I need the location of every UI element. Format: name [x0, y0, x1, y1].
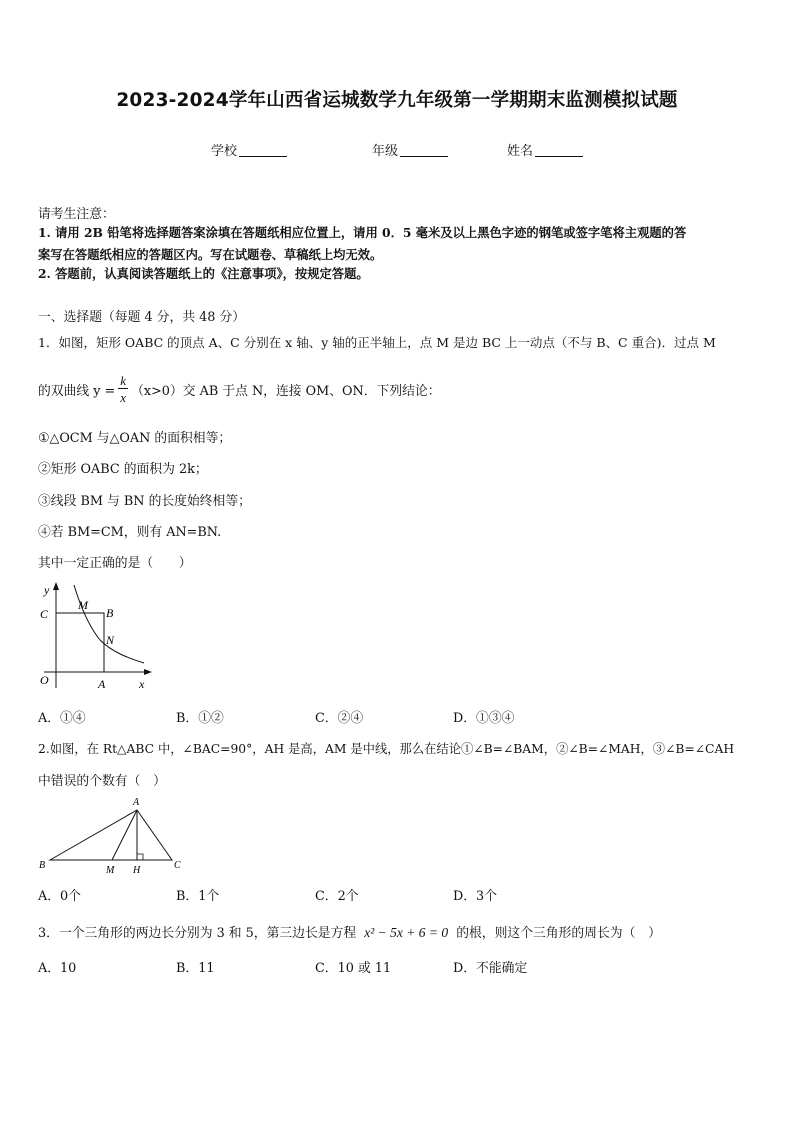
fig1-label-b: B — [106, 606, 114, 620]
q2-option-d[interactable]: D．3个 — [453, 889, 497, 904]
q1-stem-b: （x>0）交 AB 于点 N，连接 OM、ON．下列结论： — [131, 383, 441, 399]
q3-option-a[interactable]: A．10 — [38, 961, 77, 976]
rectangle-oabc — [56, 613, 104, 672]
x-axis-arrow — [144, 669, 152, 675]
q2-stem-line-2: 中错误的个数有（ ） — [38, 774, 166, 789]
q1-question: 其中一定正确的是（ ） — [38, 556, 192, 571]
fig2-label-b: B — [39, 860, 46, 871]
fig1-label-n: N — [106, 633, 115, 647]
q1-option-b[interactable]: B．①② — [176, 711, 224, 726]
notice-heading: 请考生注意： — [38, 207, 115, 222]
grade-blank — [400, 144, 448, 157]
q2-option-c[interactable]: C．2个 — [315, 889, 359, 904]
y-axis-arrow — [53, 582, 59, 590]
name-field — [507, 140, 583, 159]
section-heading: 一、选择题（每题 4 分，共 48 分） — [38, 310, 246, 325]
q1-stem-a: 的双曲线 y = — [38, 383, 116, 399]
q1-conclusion-4: ④若 BM=CM，则有 AN=BN. — [38, 525, 222, 540]
page-title: 2023-2024学年山西省运城数学九年级第一学期期末监测模拟试题 — [116, 90, 678, 111]
q1-option-a[interactable]: A．①④ — [38, 711, 86, 726]
q3-stem-a: 3．一个三角形的两边长分别为 3 和 5，第三边长是方程 — [38, 926, 357, 941]
school-label: 学校 — [211, 144, 238, 159]
q1-figure — [36, 580, 156, 695]
fig1-label-c: C — [40, 607, 49, 621]
notice-line-3: 2. 答题前，认真阅读答题纸上的《注意事项》，按规定答题。 — [38, 266, 369, 281]
q1-conclusion-2: ②矩形 OABC 的面积为 2k； — [38, 462, 208, 477]
name-blank — [535, 144, 583, 157]
fig2-label-h: H — [133, 865, 141, 876]
grade-label: 年级 — [372, 144, 399, 159]
q2-stem-line-1: 2.如图，在 Rt△ABC 中，∠BAC=90°，AH 是高，AM 是中线，那么在结论①∠B=∠BAM，②∠B=∠MAH，③∠B=∠CAH — [38, 742, 735, 756]
q2-option-b[interactable]: B．1个 — [176, 889, 220, 904]
q1-conclusion-3: ③线段 BM 与 BN 的长度始终相等； — [38, 494, 251, 509]
fig1-label-m: M — [78, 598, 88, 612]
notice-line-2: 案写在答题纸相应的答题区内。写在试题卷、草稿纸上均无效。 — [38, 247, 383, 262]
fig1-label-o: O — [40, 673, 49, 687]
right-angle-mark — [137, 854, 143, 860]
q1-option-c[interactable]: C．②④ — [315, 711, 364, 726]
q3-stem-b: 的根，则这个三角形的周长为（ ） — [456, 926, 661, 941]
q1-frac-num: k — [120, 373, 127, 388]
q3-equation: x² − 5x + 6 = 0 — [364, 925, 449, 940]
q3-option-b[interactable]: B．11 — [176, 961, 215, 976]
school-field — [211, 140, 287, 159]
q1-conclusion-1: ①△OCM 与△OAN 的面积相等； — [38, 431, 232, 446]
fig2-label-c: C — [174, 860, 181, 871]
q2-option-a[interactable]: A．0个 — [38, 889, 81, 904]
q3-option-d[interactable]: D．不能确定 — [453, 961, 528, 976]
fig2-label-a: A — [133, 797, 140, 808]
notice-line-1: 1. 请用 2B 铅笔将选择题答案涂填在答题纸相应位置上，请用 0．5 毫米及以上黑色字迹的钢笔或签字笔将主观题的答 — [38, 225, 687, 240]
triangle-abc — [50, 810, 172, 860]
q2-figure — [36, 794, 186, 878]
q1-frac-den: x — [120, 390, 127, 405]
name-label: 姓名 — [507, 144, 534, 159]
q1-stem-line-1: 1．如图，矩形 OABC 的顶点 A、C 分别在 x 轴、y 轴的正半轴上，点 M 是边 BC 上一动点（不与 B、C 重合)．过点 M — [38, 335, 716, 350]
hyperbola-curve — [74, 585, 144, 663]
fig1-label-x: x — [139, 677, 145, 691]
school-blank — [239, 144, 287, 157]
fig1-label-y: y — [44, 583, 50, 597]
q3-stem — [38, 922, 661, 941]
q1-option-d[interactable]: D．①③④ — [453, 711, 515, 726]
fig2-label-m: M — [106, 865, 115, 876]
fig1-label-a: A — [98, 677, 106, 691]
grade-field — [372, 140, 448, 159]
q3-option-c[interactable]: C．10 或 11 — [315, 961, 392, 976]
q1-stem-line-2 — [38, 369, 441, 409]
q1-fraction — [118, 374, 128, 404]
